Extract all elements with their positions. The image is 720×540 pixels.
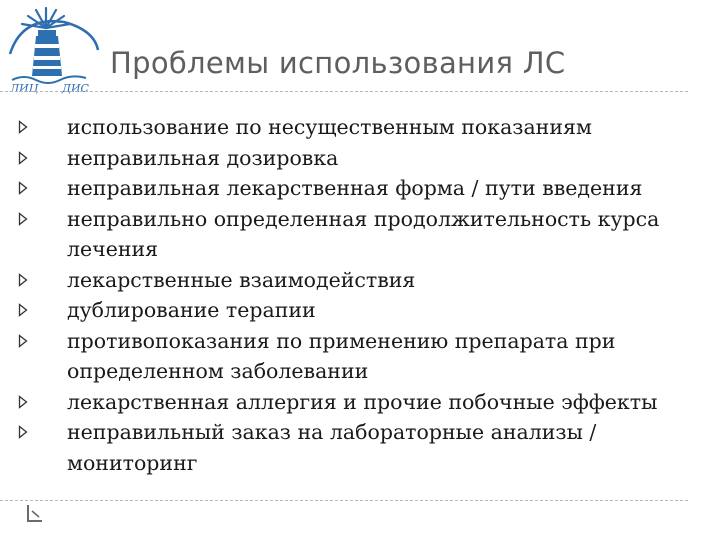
triangle-right-outline-icon xyxy=(18,181,28,195)
logo-left-text: ЛИЦ xyxy=(10,82,39,95)
list-item-text: использование по несущественным показаниям xyxy=(67,115,592,139)
list-item-text: неправильная лекарственная форма / пути введения xyxy=(67,176,643,200)
triangle-right-outline-icon xyxy=(18,120,28,134)
triangle-right-outline-icon xyxy=(18,334,28,348)
list-item-text: неправильно определенная продолжительность курса лечения xyxy=(67,206,660,261)
triangle-right-outline-icon xyxy=(18,303,28,317)
list-item-text: лекарственная аллергия и прочие побочные эффекты xyxy=(67,389,658,414)
list-item-text: противопоказания по применению препарата при определенном заболевании xyxy=(67,328,616,383)
list-item xyxy=(18,173,708,204)
slide-title: Проблемы использования ЛС xyxy=(110,46,566,80)
triangle-right-outline-icon xyxy=(18,395,28,409)
logo-right-text: ДИС xyxy=(62,82,89,95)
list-item xyxy=(18,417,708,478)
list-item-text: неправильный заказ на лабораторные анализы / мониторинг xyxy=(67,420,597,475)
top-divider xyxy=(0,91,688,92)
triangle-right-outline-icon xyxy=(18,425,28,439)
list-item xyxy=(18,265,708,296)
list-item-text: неправильная дозировка xyxy=(67,145,339,170)
slide-corner-icon xyxy=(26,503,44,523)
list-item xyxy=(18,326,708,387)
lighthouse-logo xyxy=(2,2,102,98)
problems-list xyxy=(18,112,708,478)
list-item-text: лекарственные взаимодействия xyxy=(67,267,416,292)
list-item xyxy=(18,112,708,143)
list-item xyxy=(18,204,708,265)
bottom-divider xyxy=(0,500,688,501)
list-item-text: дублирование терапии xyxy=(67,298,316,322)
triangle-right-outline-icon xyxy=(18,212,28,226)
list-item xyxy=(18,143,708,174)
list-item xyxy=(18,387,708,418)
triangle-right-outline-icon xyxy=(18,151,28,165)
triangle-right-outline-icon xyxy=(18,273,28,287)
list-item xyxy=(18,295,708,326)
